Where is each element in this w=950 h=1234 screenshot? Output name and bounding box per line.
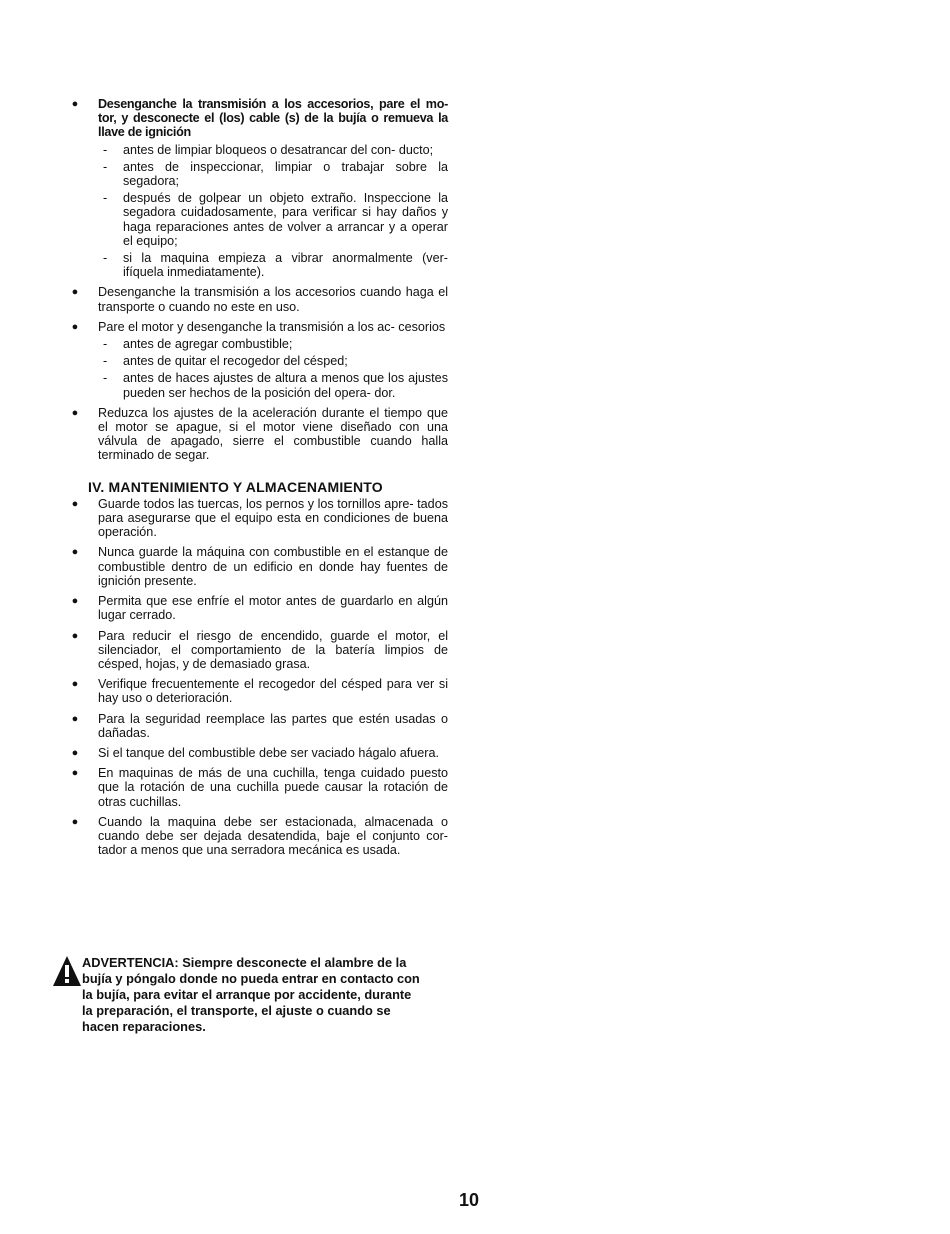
warning-text-line1: Siempre desconecte el alambre de la (182, 955, 407, 970)
list-item-text: Verifique frecuentemente el recogedor del césped para ver si hay uso o deterioración. (98, 677, 448, 706)
bullet-icon: ● (71, 497, 79, 510)
warning-label: ADVERTENCIA: (82, 955, 179, 970)
bullet-icon: ● (71, 629, 79, 642)
list-item-text: En maquinas de más de una cuchilla, tenga cuidado puesto que la rotación de una cuchilla puede causar la rotación de otras cuchillas. (98, 766, 448, 809)
list-item-text: Nunca guarde la máquina con combustible en el estanque de combustible dentro de un edificio en donde hay fuentes de ignición presente. (98, 545, 448, 588)
bullet-icon: ● (71, 678, 79, 691)
list-item (70, 746, 448, 760)
bullet-icon: ● (71, 546, 79, 559)
list-item-text: Cuando la maquina debe ser estacionada, almacenada o cuando debe ser dejada desatendida, baje el conjunto cor- tador a menos que una serradora mecánica es usada. (98, 814, 448, 858)
bullet-icon: ● (71, 815, 79, 828)
list-item (70, 497, 448, 540)
dash-icon: - (103, 337, 108, 352)
list-item-text: Pare el motor y desenganche la transmisión a los ac- cesorios (98, 319, 446, 334)
list-item-text: Para la seguridad reemplace las partes que estén usadas o dañadas. (98, 711, 448, 740)
list-item (70, 677, 448, 705)
list-item-text: Permita que ese enfríe el motor antes de guardarlo en algún lugar cerrado. (98, 594, 448, 623)
sub-item-text: antes de quitar el recogedor del césped; (123, 354, 348, 369)
sub-item-text: después de golpear un objeto extraño. Inspeccione la segadora cuidadosamente, para verificar si hay daños y haga reparaciones antes de volver a arrancar y a operar el equipo; (123, 191, 448, 248)
dash-icon: - (103, 159, 108, 174)
dash-icon: - (103, 191, 108, 206)
list-item-text: Desenganche la transmisión a los accesorios cuando haga el transporte o cuando no este en uso. (98, 285, 448, 314)
list-item-text: Reduzca los ajustes de la aceleración durante el tiempo que el motor se apague, si el motor viene diseñado con una válvula de apagado, sierre el combustible cuando halla terminado de segar. (98, 405, 448, 463)
list-item (70, 815, 448, 858)
page-number: 10 (459, 1190, 480, 1210)
warning-text: bujía y póngalo donde no pueda entrar en contacto con la bujía, para evitar el arranque por accidente, durante la preparación, el transporte, el ajuste o cuando se hacen reparaciones. (82, 971, 420, 1034)
sub-item-text: antes de haces ajustes de altura a menos que los ajustes pueden ser hechos de la posición del opera- dor. (123, 371, 448, 400)
bullet-icon: ● (71, 595, 79, 608)
list-item (70, 545, 448, 588)
bullet-icon: ● (71, 98, 79, 110)
list-item-text: Desenganche la transmisión a los accesorios, pare el mo- tor, y desconecte el (los) cable (s) de la bujía o remueva la llave de ignición (98, 97, 448, 140)
bullet-icon: ● (71, 286, 79, 299)
list-item (70, 285, 448, 313)
list-item (70, 320, 448, 400)
bullet-icon: ● (71, 320, 79, 333)
bullet-icon: ● (71, 767, 79, 780)
list-item-text: Para reducir el riesgo de encendido, guarde el motor, el silenciador, el comportamiento de la batería limpios de césped, hojas, y de demasiado grasa. (98, 628, 448, 671)
warning-icon (52, 955, 82, 987)
list-item-text: Si el tanque del combustible debe ser vaciado hágalo afuera. (98, 745, 439, 760)
sub-item (98, 371, 448, 399)
sub-item (98, 251, 448, 279)
sub-item-text: antes de inspeccionar, limpiar o trabajar sobre la segadora; (123, 159, 448, 189)
list-item (70, 766, 448, 809)
bullet-icon: ● (71, 406, 79, 419)
sub-item-text: si la maquina empieza a vibrar anormalmente (ver- ifíquela inmediatamente). (123, 251, 448, 280)
safety-instructions-column (70, 97, 448, 863)
sub-item-text: antes de agregar combustible; (123, 337, 293, 352)
list-item (70, 97, 448, 279)
list-item-text: Guarde todos las tuercas, los pernos y los tornillos apre- tados para asegurarse que el equipo esta en condiciones de buena operación. (98, 496, 448, 540)
bullet-icon: ● (71, 712, 79, 725)
dash-icon: - (103, 371, 108, 386)
sub-item (98, 337, 448, 351)
sub-item (98, 191, 448, 248)
dash-icon: - (103, 354, 108, 369)
sub-item (98, 143, 448, 157)
dash-icon: - (103, 142, 108, 157)
bullet-icon: ● (71, 746, 79, 759)
sub-item (98, 354, 448, 368)
dash-icon: - (103, 251, 108, 266)
list-item (70, 406, 448, 463)
list-item (70, 594, 448, 622)
list-item (70, 712, 448, 740)
sub-item (98, 160, 448, 188)
section-heading: IV. MANTENIMIENTO Y ALMACENAMIENTO (88, 478, 383, 495)
sub-item-text: antes de limpiar bloqueos o desatrancar del con- ducto; (123, 142, 434, 157)
warning-block (52, 955, 424, 1035)
list-item (70, 629, 448, 672)
